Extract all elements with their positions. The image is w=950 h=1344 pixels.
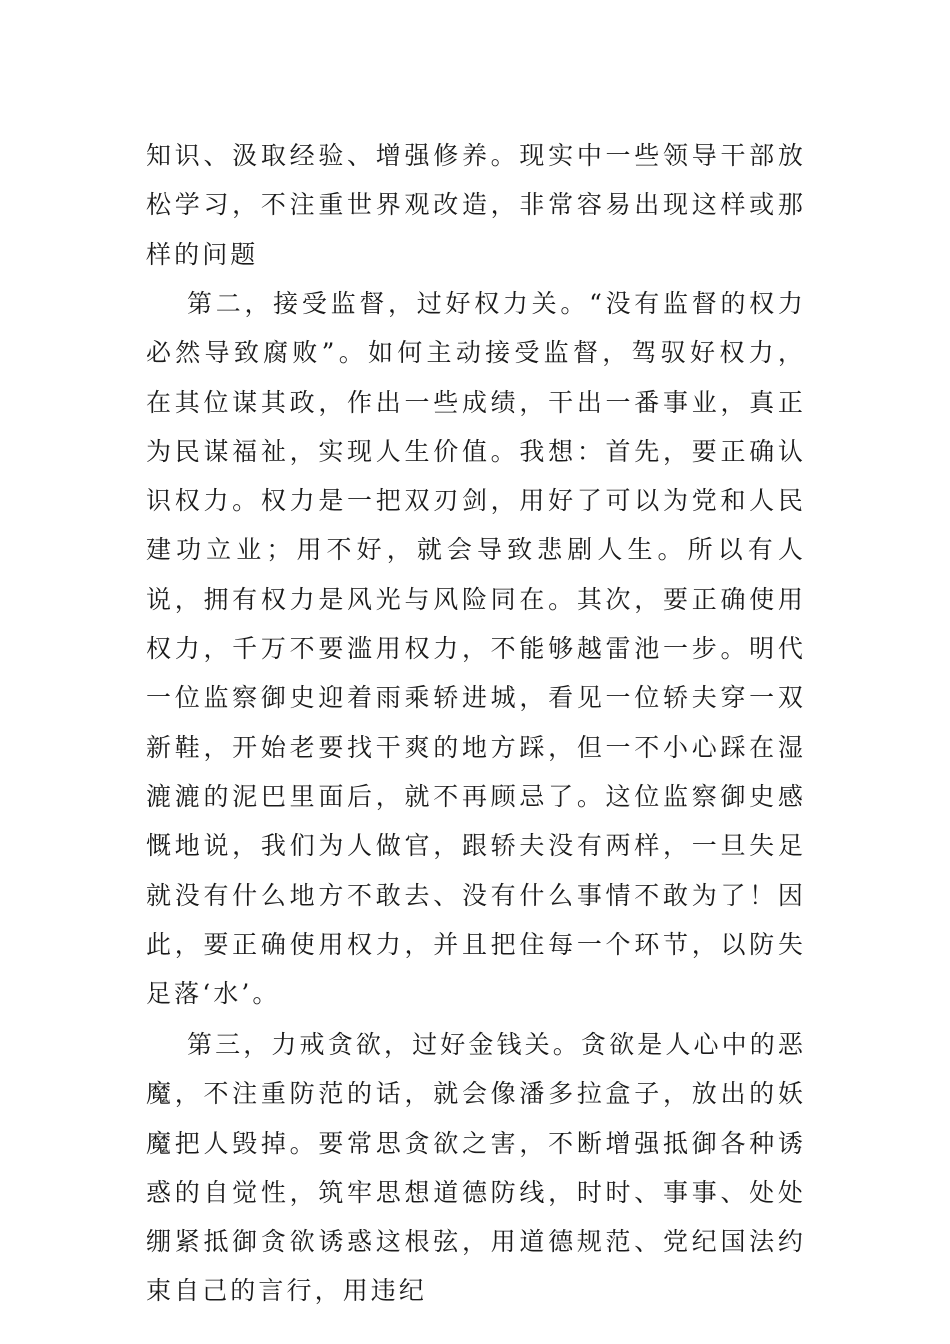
paragraph-money-greed: 第三，力戒贪欲，过好金钱关。贪欲是人心中的恶魔，不注重防范的话，就会像潘多拉盒子，放出的妖魔把人毁掉。要常思贪欲之害，不断增强抵御各种诱惑的自觉性，筑牢思想道德防线，时时、事事、处处绷紧抵御贪欲诱惑这根弦，用道德规范、党纪国法约束自己的言行，用违纪 — [146, 1030, 806, 1306]
text-block-continuation — [146, 131, 806, 279]
paragraph-continuation: 知识、汲取经验、增强修养。现实中一些领导干部放松学习，不注重世界观改造，非常容易出现这样或那样的问题 — [146, 141, 806, 269]
paragraph-power-supervision: 第二，接受监督，过好权力关。“没有监督的权力必然导致腐败”。如何主动接受监督，驾驭好权力，在其位谋其政，作出一些成绩，干出一番事业，真正为民谋福祉，实现人生价值。我想：首先，要正确认识权力。权力是一把双刃剑，用好了可以为党和人民建功立业；用不好，就会导致悲剧人生。所以有人说，拥有权力是风光与风险同在。其次，要正确使用权力，千万不要滥用权力，不能够越雷池一步。明代一位监察御史迎着雨乘轿进城，看见一位轿夫穿一双新鞋，开始老要找干爽的地方踩，但一不小心踩在湿漉漉的泥巴里面后，就不再顾忌了。这位监察御史感慨地说，我们为人做官，跟轿夫没有两样，一旦失足就没有什么地方不敢去、没有什么事情不敢为了！因此，要正确使用权力，并且把住每一个环节，以防失足落‘水’。 — [146, 289, 806, 1009]
text-block-power — [146, 279, 806, 1018]
text-block-money — [146, 1020, 806, 1316]
